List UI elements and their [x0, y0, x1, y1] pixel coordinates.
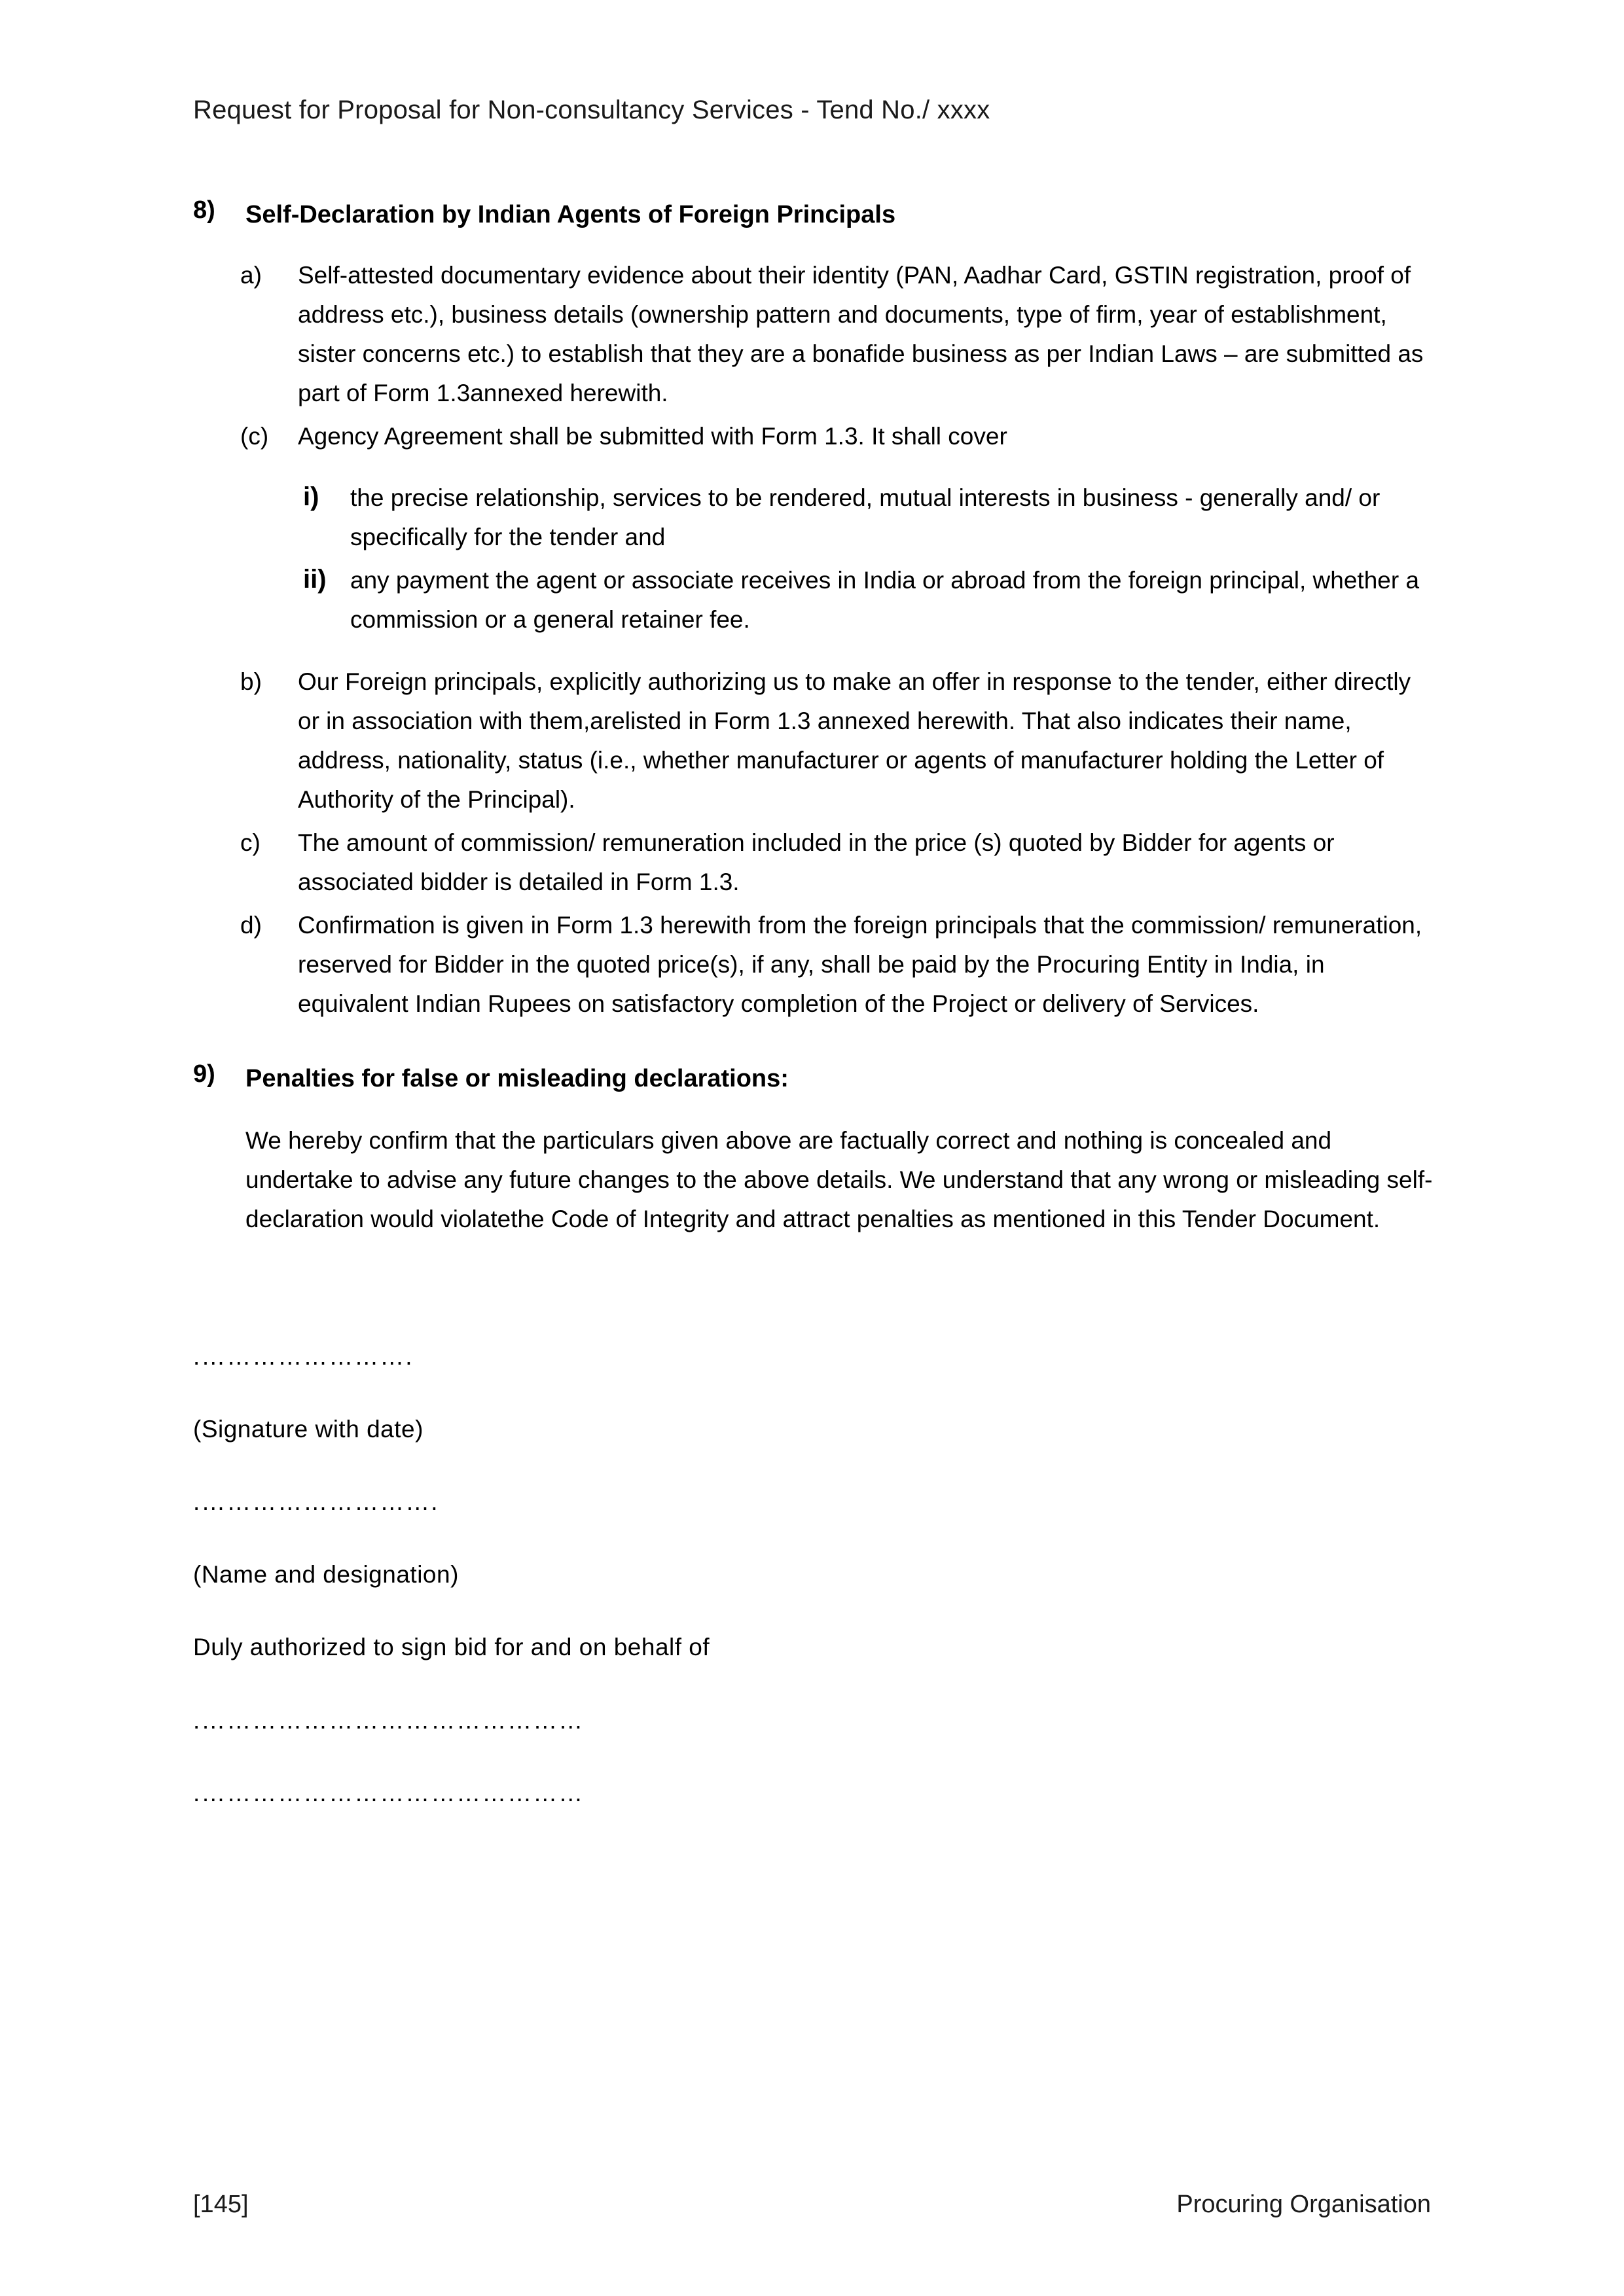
list-item-a-text: Self-attested documentary evidence about their identity (PAN, Aadhar Card, GSTIN registration, proof of address etc.), business details (ownership pattern and documents, type of firm, year of establishment, sister concerns etc.) to establish that they are a bonafide business as per Indian Laws – are submitted as part of Form 1.3annexed herewith. — [298, 262, 1424, 406]
list-item-a-marker: a) — [240, 262, 262, 289]
list-item-c-text: Agency Agreement shall be submitted with Form 1.3. It shall cover — [298, 422, 1007, 450]
page-footer — [193, 2191, 1431, 2219]
signature-dots-4: .……………………………………… — [193, 1779, 585, 1806]
section-9-marker: 9) — [193, 1060, 215, 1088]
signature-with-date-label: (Signature with date) — [193, 1415, 424, 1443]
list-item-c — [193, 823, 1437, 902]
footer-page-number: [145] — [193, 2191, 249, 2218]
list-item-a — [193, 256, 1437, 413]
section-9-heading: Penalties for false or misleading declarations: — [245, 1064, 789, 1092]
list-item-b-text: Our Foreign principals, explicitly authorizing us to make an offer in response to the tender, either directly or in association with them,arelisted in Form 1.3 annexed herewith. That also indicates their name, address, nationality, status (i.e., whether manufacturer or agents of manufacturer holding the Letter of Authority of the Principal). — [298, 668, 1411, 814]
document-content — [193, 92, 1437, 1846]
document-header: Request for Proposal for Non-consultancy Services - Tend No./ xxxx — [193, 96, 990, 124]
list-item-c-marker: (c) — [240, 422, 269, 450]
signature-dots-2: .………………………. — [193, 1488, 439, 1516]
list-item-roman-ii-marker: ii) — [303, 564, 327, 594]
list-item-roman-ii-text: any payment the agent or associate receives in India or abroad from the foreign principal, whether a commission or a general retainer fee. — [350, 566, 1420, 633]
section-8-marker: 8) — [193, 196, 215, 224]
list-item-b-marker: b) — [240, 668, 262, 696]
list-item-d — [193, 906, 1437, 1024]
section-8-sub-list — [193, 256, 1437, 1024]
list-item-roman-i — [193, 478, 1437, 557]
signature-dots-1: .……………………. — [193, 1342, 414, 1370]
section-8-heading: Self-Declaration by Indian Agents of Foreign Principals — [245, 201, 896, 228]
list-item-roman-i-marker: i) — [303, 482, 319, 511]
signature-block — [193, 1337, 1437, 1812]
name-designation-label: (Name and designation) — [193, 1561, 459, 1588]
agency-agreement-roman-list — [193, 478, 1437, 639]
authorization-label: Duly authorized to sign bid for and on behalf of — [193, 1634, 710, 1661]
list-item-d-text: Confirmation is given in Form 1.3 herewith from the foreign principals that the commission/ remuneration, reserved for Bidder in the quoted price(s), if any, shall be paid by the Procuring Entity in India, in equivalent Indian Rupees on satisfactory completion of the Project or delivery of Services. — [298, 912, 1422, 1017]
section-9-paragraph: We hereby confirm that the particulars given above are factually correct and nothing is concealed and undertake to advise any future changes to the above details. We understand that any wrong or misleading self-declaration would violatethe Code of Integrity and attract penalties as mentioned in this Tender Document. — [245, 1126, 1433, 1232]
list-item-c-agency — [193, 417, 1437, 456]
list-item-c2-marker: c) — [240, 829, 261, 857]
section-8 — [193, 196, 1437, 234]
list-item-d-marker: d) — [240, 912, 262, 939]
section-9 — [193, 1060, 1437, 1098]
list-item-b — [193, 662, 1437, 819]
list-item-c2-text: The amount of commission/ remuneration included in the price (s) quoted by Bidder for agents or associated bidder is detailed in Form 1.3. — [298, 829, 1335, 896]
signature-dots-3: .……………………………………… — [193, 1706, 585, 1734]
footer-organisation: Procuring Organisation — [1176, 2191, 1431, 2218]
list-item-roman-i-text: the precise relationship, services to be rendered, mutual interests in business - generally and/ or specifically for the tender and — [350, 484, 1380, 550]
list-item-roman-ii — [193, 561, 1437, 639]
